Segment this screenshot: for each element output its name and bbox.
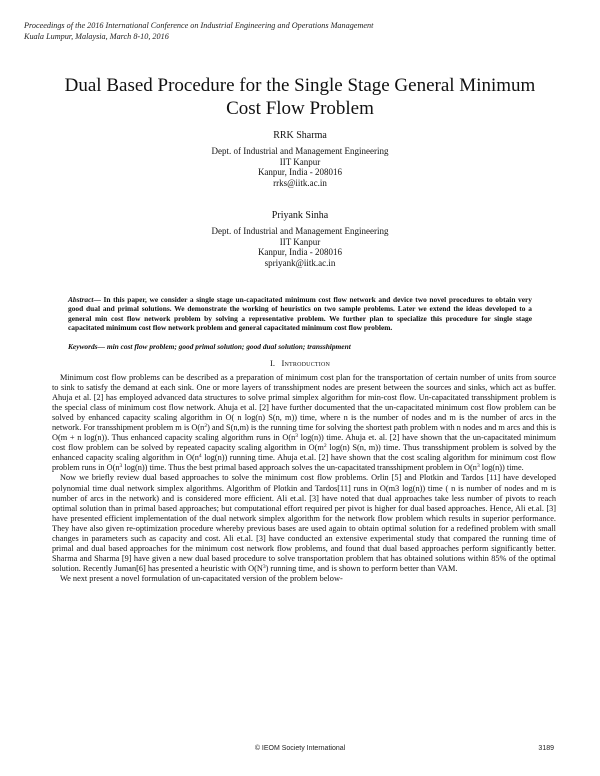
keywords-text: — min cost flow problem; good primal solution; good dual solution; transshipment [97,342,351,351]
superscript: 3 [476,463,480,470]
text-run: Minimum cost flow problems can be described as a preparation of minimum cost plan for the transportation of certain number of units from source to sink to satisfy the demand at each sink. One or more layers of transshipment nodes are present between the sources and sinks, which act as buffer. Ahuja et al. [2] has employed advanced data structures to solve primal simplex algorithm for min-cost flow. Un-capacitated transshipment problem is the special class of minimum cost flow network. Ahuja et al. [2] have further documented that the un-capacitated minimum cost flow problem can be solved by enhanced capacity scaling algorithm in O( n log(n) S(n, m)) time, where n is the number of nodes and m is the number of arcs in the network. For transshipment problem m is O(n [52,373,556,433]
text-run: log(n) S(n, m)) time. Thus transshipment problem is solved by the enhanced capacity scaling algorithm in O(n [52,443,556,463]
author-department: Dept. of Industrial and Management Engineering [211,145,389,156]
conference-header [24,20,584,42]
superscript: 3 [119,463,123,470]
title-line-1: Dual Based Procedure for the Single Stage General Minimum [64,75,536,96]
text-run: log(n)) time. Thus the best primal based approach solves the un-capacitated transshipment problem in O(n [122,463,477,473]
superscript: 2 [323,443,327,450]
paper-title [40,74,560,120]
author-department: Dept. of Industrial and Management Engineering [211,225,389,236]
title-line-2: Cost Flow Problem [226,98,374,119]
text-run: log(n)) time. [479,463,524,473]
author-block-1 [100,131,500,189]
paragraph-2 [52,473,556,573]
author-address: Kanpur, India - 208016 [257,247,343,258]
abstract [68,295,532,333]
page-number: 3189 [538,745,554,752]
keywords-label: Keywords [68,342,98,351]
section-heading [0,358,600,368]
superscript: 4 [198,453,202,460]
footer-copyright: © IEOM Society International [254,745,346,752]
author-institute: IIT Kanpur [279,156,321,167]
paragraph-1 [52,373,556,473]
superscript: 3 [262,563,266,570]
superscript: 3 [295,433,299,440]
text-run: ) and S(n,m) is the running time for solving the shortest path problem with n nodes and m arcs and this is O(m + n log(n)). Thus enhanced capacity scaling algorithm runs in O(n [52,423,556,443]
keywords [68,342,532,351]
body-text [52,373,556,584]
text-run: Now we briefly review dual based approaches to solve the minimum cost flow problems. Orlin [5] and Plotkin and Tardos [11] have developed polynomial time dual network simplex algorithms. Algorithm of Plotkin and Tardos[11] runs in O(m3 log(n)) time ( n is number of nodes and m is number of arcs in the network) and is considered more efficient. Ali et.al. [3] have noted that dual approaches take less number of pivots to reach optimal solution than in primal based approaches; but computational effort required per pivot is higher for dual based approaches. Hence, Ali et.al. [3] have presented efficient implementation of the dual network simplex algorithm for the network flow problem which results in superior performance. They have also given re-optimization procedure whereby previous bases are used again to obtain optimal solution for a redefined problem with small changes in parameters such as capacity and cost. Ali et.al. [3] have conducted an extensive experimental study that compared the running time of primal and dual based approaches for the minimum cost network flow problems, and found that dual based approaches perform significantly better. Sharma and Sharma [9] have given a new dual based procedure to solve transportation problem that has obtained solutions within 85% of the optimal solution. Recently Juman[6] has presented a heuristic with O(N [52,473,556,573]
text-run: log(n)) time. Ahuja et. al. [2] have shown that the un-capacitated minimum cost flow problem can be solved by repeated capacity scaling algorithm in O(m [52,433,556,453]
text-run: ) running time, and is shown to perform better than VAM. [265,563,458,573]
author-block-2 [100,211,500,269]
abstract-label: Abstract [68,295,94,304]
conference-location: Kuala Lumpur, Malaysia, March 8-10, 2016 [24,32,169,41]
author-name: Priyank Sinha [271,210,329,221]
abstract-text: — In this paper, we consider a single stage un-capacitated minimum cost flow network and device two novel procedures to obtain very good dual and primal solutions. We demonstrate the working of heuristics on two sample problems. Later we extend the ideas developed to a general min cost flow network problem by solving a representative problem. We further plan to specialize this procedure for single stage capacitated minimum cost flow network problem and general capacitated minimum cost flow problem. [68,295,532,333]
section-title: Introduction [281,358,331,368]
author-email[interactable]: spriyank@iitk.ac.in [264,258,336,269]
section-number: I. [269,358,275,368]
author-address: Kanpur, India - 208016 [257,167,343,178]
conference-name: Proceedings of the 2016 International Conference on Industrial Engineering and Operations Management [24,21,374,30]
author-email[interactable]: rrks@iitk.ac.in [273,178,327,189]
superscript: 2 [204,423,208,430]
text-run: log(n)) running time. Ahuja et.al. [2] have shown that the cost scaling algorithm for minimum cost flow problem runs in O(n [52,453,556,473]
author-name: RRK Sharma [273,130,327,141]
author-institute: IIT Kanpur [279,236,321,247]
paragraph-3: We next present a novel formulation of un-capacitated version of the problem below- [60,573,343,583]
